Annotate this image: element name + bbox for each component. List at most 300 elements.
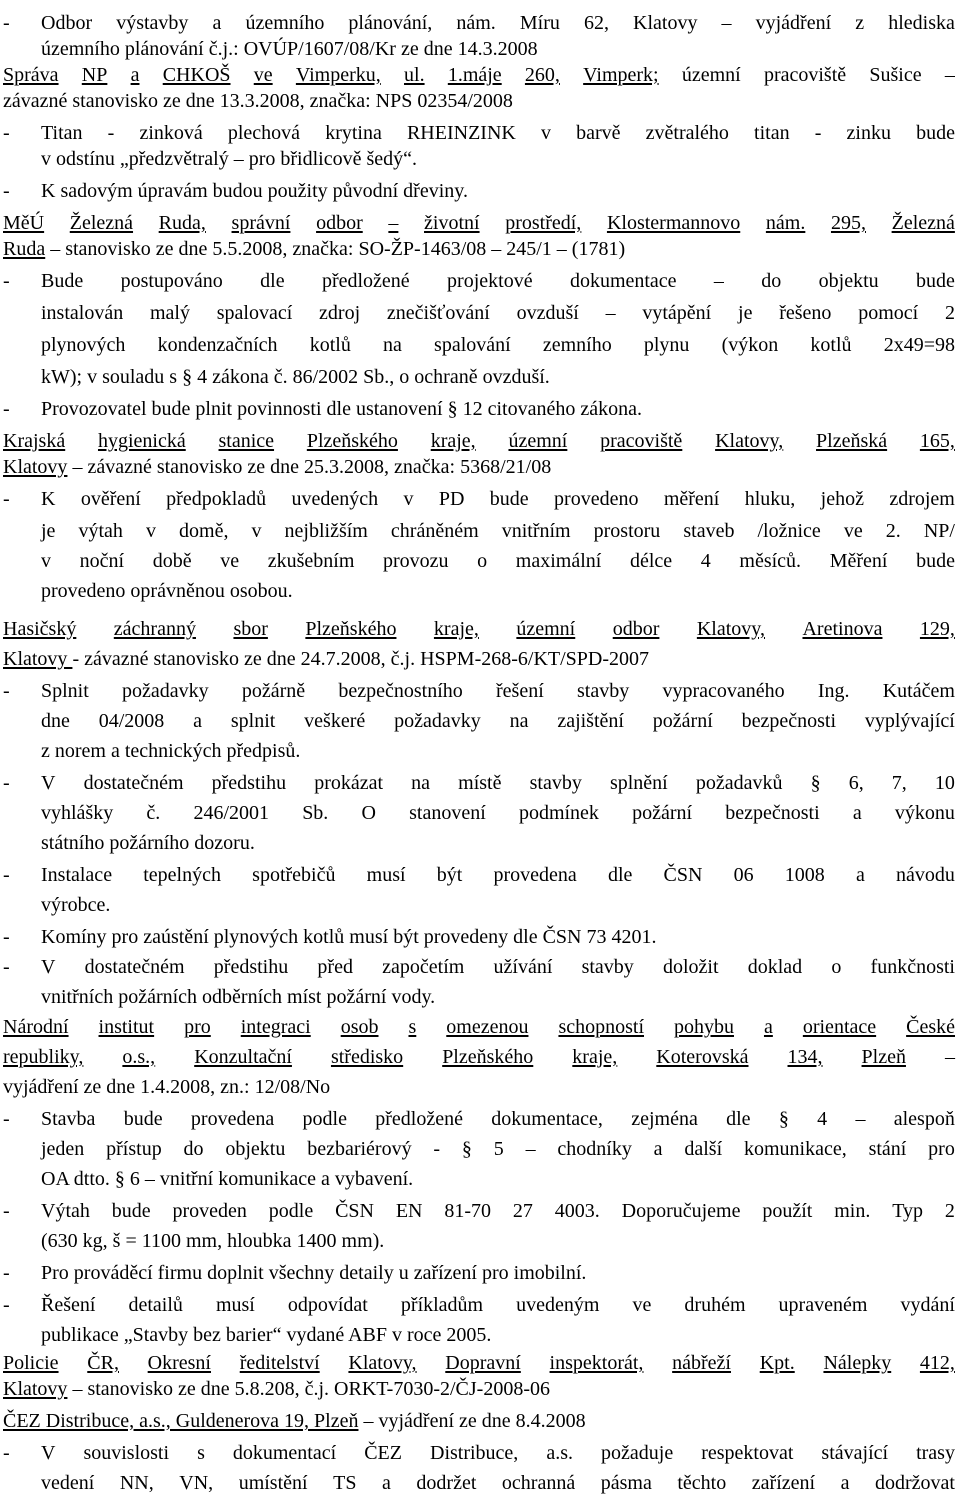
word: stávající [821, 1442, 889, 1464]
word: /ložnice [757, 520, 821, 542]
word: prostoru [593, 520, 661, 542]
word: VN, [179, 1472, 214, 1494]
word: proveden [172, 1200, 247, 1222]
word: Distribuce, [430, 1442, 519, 1464]
bullet-dash: - [3, 398, 10, 420]
word: dostatečném [83, 772, 184, 794]
word: územní [681, 64, 741, 86]
word: Odbor [41, 12, 93, 34]
document-line [41, 770, 955, 796]
word: ovzduší [516, 302, 579, 324]
document-line: územního plánování č.j.: OVÚP/1607/08/Kr ze dne 14.3.2008 [41, 38, 538, 60]
word: předstihu [213, 956, 289, 978]
word: § [810, 772, 821, 794]
word: Instalace [41, 864, 113, 886]
word: bude [123, 1108, 163, 1130]
word: nejbližším [284, 520, 368, 542]
document-line [41, 10, 955, 36]
word: spotřebičů [252, 864, 336, 886]
word: Klatovy, [696, 618, 765, 640]
word: tepelných [143, 864, 221, 886]
word: § [461, 1138, 472, 1160]
word: spalování [434, 334, 511, 356]
word: předstihu [211, 772, 287, 794]
bullet-dash: - [3, 680, 10, 702]
word: předpokladů [166, 488, 267, 510]
document-line [41, 518, 955, 544]
word: integraci [240, 1016, 311, 1038]
word: K [41, 488, 56, 510]
word: v [540, 122, 551, 144]
word: pro [928, 1138, 955, 1160]
word: Plzeň [861, 1046, 906, 1068]
document-line: z norem a technických předpisů. [41, 740, 301, 762]
word: Krajská [3, 430, 66, 452]
word: Konzultační [194, 1046, 292, 1068]
word: Měření [829, 550, 888, 572]
word: odpovídat [287, 1294, 368, 1316]
word: - [433, 1138, 441, 1160]
word: zařízení [751, 1472, 816, 1494]
word: 6, [848, 772, 864, 794]
word: na [411, 772, 431, 794]
word: EN [395, 1200, 423, 1222]
bullet-dash: - [3, 1262, 10, 1284]
word: spalovací [216, 302, 293, 324]
word: zdroj [319, 302, 361, 324]
word: zejména [631, 1108, 698, 1130]
word: s [408, 1016, 417, 1038]
bullet-dash: - [3, 488, 10, 510]
word: 295, [830, 212, 866, 234]
word: kraje, [430, 430, 476, 452]
word: podle [268, 1200, 314, 1222]
word: stavby [529, 772, 582, 794]
word: Správa [3, 64, 59, 86]
word: vytápění [642, 302, 712, 324]
word: souvislosti [83, 1442, 170, 1464]
word: maximální [515, 550, 602, 572]
bullet-dash: - [3, 926, 10, 948]
document-line [41, 1136, 955, 1162]
word: – [713, 270, 724, 292]
word: splnění [609, 772, 668, 794]
bullet-dash: - [3, 1442, 10, 1464]
document-line: provedeno oprávněnou osobou. [41, 580, 293, 602]
bullet-dash: - [3, 12, 10, 34]
document-line [3, 1014, 955, 1040]
word: alespoň [893, 1108, 955, 1130]
word: 81-70 [444, 1200, 492, 1222]
word: provedena [190, 1108, 275, 1130]
word: 1008 [784, 864, 825, 886]
word: instalován [41, 302, 124, 324]
word: Sušice [869, 64, 922, 86]
word: dle [260, 270, 285, 292]
document-line: kW); v souladu s § 4 zákona č. 86/2002 Sb., o ochraně ovzduší. [41, 366, 550, 388]
document-line [41, 268, 955, 294]
word: požadavky [122, 680, 209, 702]
word: vyhlášky [41, 802, 114, 824]
word: Ing. [817, 680, 850, 702]
word: 2 [944, 1200, 955, 1222]
word: a [855, 864, 865, 886]
word: a [840, 1472, 850, 1494]
word: ČR, [87, 1352, 119, 1374]
document-line: Provozovatel bude plnit povinnosti dle ustanovení § 12 citovaného zákona. [41, 398, 642, 420]
document-line: vyjádření ze dne 1.4.2008, zn.: 12/08/No [3, 1076, 331, 1098]
word: prostředí, [505, 212, 582, 234]
word: pracoviště [600, 430, 683, 452]
word: omezenou [446, 1016, 529, 1038]
word: řešeno [779, 302, 832, 324]
word: pásma [600, 1472, 652, 1494]
word: započetím [382, 956, 465, 978]
word: 246/2001 [193, 802, 270, 824]
bullet-dash: - [3, 864, 10, 886]
word: užívání [493, 956, 553, 978]
document-line [41, 708, 955, 734]
word: nám. [765, 212, 806, 234]
word: požární [652, 710, 713, 732]
document-line [41, 1470, 955, 1496]
document-line: ČEZ Distribuce, a.s., Guldenerova 19, Plzeň – vyjádření ze dne 8.4.2008 [3, 1410, 586, 1432]
word: Kpt. [759, 1352, 795, 1374]
word: – [721, 12, 732, 34]
word: pomocí [858, 302, 919, 324]
document-line [3, 428, 955, 454]
word: na [382, 334, 402, 356]
word: – [388, 212, 399, 234]
word: požadavků [695, 772, 783, 794]
word: Sb. [302, 802, 329, 824]
word: č. [146, 802, 161, 824]
word: kondenzačních [157, 334, 278, 356]
word: kraje, [572, 1046, 618, 1068]
word: jehož [820, 488, 864, 510]
word: ředitelství [239, 1352, 320, 1374]
word: - [814, 122, 822, 144]
word: dne [41, 710, 70, 732]
word: kotlů [810, 334, 852, 356]
word: a [193, 710, 203, 732]
word: 260, [524, 64, 560, 86]
word: vyplývající [864, 710, 955, 732]
word: 4 [817, 1108, 828, 1130]
word: s [197, 1442, 205, 1464]
word: funkčnosti [870, 956, 955, 978]
word: podmínek [518, 802, 599, 824]
word: TS [333, 1472, 357, 1494]
word: komunikace, [743, 1138, 847, 1160]
word: Ruda, [158, 212, 206, 234]
word: České [906, 1016, 955, 1038]
document-line [41, 678, 955, 704]
word: Klatovy, [715, 430, 784, 452]
word: 2 [944, 302, 955, 324]
bullet-dash: - [3, 956, 10, 978]
word: stání [868, 1138, 907, 1160]
word: musí [366, 864, 406, 886]
document-line [3, 62, 955, 88]
word: podle [302, 1108, 347, 1130]
bullet-dash: - [3, 1294, 10, 1316]
document-line [41, 548, 955, 574]
word: uvedených [291, 488, 379, 510]
word: dokumentace [569, 270, 677, 292]
word: Hasičský [3, 618, 77, 640]
word: Klatovy, [348, 1352, 417, 1374]
word: Klostermannovo [606, 212, 741, 234]
word: 10 [934, 772, 955, 794]
word: Vimperk; [583, 64, 659, 86]
word: bezpečnosti [741, 710, 837, 732]
word: době [152, 550, 192, 572]
word: – [605, 302, 616, 324]
word: v [251, 520, 262, 542]
word: staveb [683, 520, 735, 542]
word: MěÚ [3, 212, 45, 234]
word: 27 [512, 1200, 533, 1222]
word: osob [340, 1016, 379, 1038]
word: hlediska [888, 12, 955, 34]
document-line [3, 210, 955, 236]
word: objektu [225, 1138, 286, 1160]
word: splnit [230, 710, 276, 732]
word: Železná [891, 212, 955, 234]
word: dodržovat [875, 1472, 955, 1494]
word: Policie [3, 1352, 59, 1374]
word: trasy [916, 1442, 955, 1464]
word: pohybu [673, 1016, 734, 1038]
word: ve [843, 520, 863, 542]
word: NP/ [923, 520, 955, 542]
document-line: publikace „Stavby bez barier“ vydané ABF v roce 2005. [41, 1324, 492, 1346]
word: V [41, 1442, 56, 1464]
word: do [183, 1138, 204, 1160]
word: 1.máje [447, 64, 502, 86]
word: O [361, 802, 376, 824]
word: požadavky [394, 710, 481, 732]
word: 4003. [554, 1200, 600, 1222]
word: měření [663, 488, 720, 510]
word: Plzeňská [816, 430, 888, 452]
word: Kutáčem [882, 680, 955, 702]
word: dodržet [416, 1472, 477, 1494]
word: hluku, [744, 488, 796, 510]
word: plynu [643, 334, 690, 356]
word: bude [916, 550, 955, 572]
word: uvedeným [516, 1294, 600, 1316]
word: Výtah [41, 1200, 90, 1222]
word: zemního [542, 334, 612, 356]
word: bude [916, 270, 955, 292]
word: Koterovská [656, 1046, 749, 1068]
document-line [41, 486, 955, 512]
word: nábřeží [672, 1352, 731, 1374]
word: 2x49=98 [883, 334, 955, 356]
word: v [41, 550, 51, 572]
word: požárně [241, 680, 306, 702]
word: a [763, 1016, 773, 1038]
word: bezpečnosti [725, 802, 820, 824]
word: prokázat [314, 772, 384, 794]
word: požární [632, 802, 693, 824]
word: provedeno [554, 488, 639, 510]
word: je [41, 520, 56, 542]
word: Typ [892, 1200, 924, 1222]
word: vydání [900, 1294, 955, 1316]
document-line: Pro prováděcí firmu doplnit všechny detaily u zařízení pro imobilní. [41, 1262, 587, 1284]
word: požaduje [601, 1442, 674, 1464]
word: Splnit [41, 680, 89, 702]
word: zajištění [557, 710, 624, 732]
word: republiky, [3, 1046, 84, 1068]
word: místě [458, 772, 502, 794]
word: je [738, 302, 753, 324]
word: Klatovy [633, 12, 698, 34]
word: 129, [919, 618, 955, 640]
word: Okresní [147, 1352, 211, 1374]
word: správní [231, 212, 291, 234]
word: pracoviště [763, 64, 847, 86]
document-line: (630 kg, š = 1100 mm, hloubka 1400 mm). [41, 1230, 385, 1252]
word: výtah [78, 520, 123, 542]
word: Plzeňského [305, 618, 397, 640]
word: bezbariérový [307, 1138, 412, 1160]
word: středisko [330, 1046, 404, 1068]
word: orientace [802, 1016, 877, 1038]
word: RHEINZINK [406, 122, 516, 144]
word: stanovení [409, 802, 486, 824]
bullet-dash: - [3, 270, 10, 292]
document-line [3, 1044, 955, 1070]
word: § [778, 1108, 789, 1130]
word: provozu [383, 550, 449, 572]
document-line: Komíny pro zaústění plynových kotlů musí být provedeny dle ČSN 73 4201. [41, 926, 657, 948]
word: Národní [3, 1016, 69, 1038]
word: návodu [896, 864, 955, 886]
word: Titan [41, 122, 83, 144]
word: - [107, 122, 115, 144]
word: výstavby [116, 12, 189, 34]
word: ve [253, 64, 273, 86]
word: zvětralého [645, 122, 729, 144]
word: přístup [106, 1138, 162, 1160]
word: bude [916, 122, 955, 144]
word: doklad [747, 956, 803, 978]
document-line: v odstínu „předzvětralý – pro břidlicově šedý“. [41, 148, 417, 170]
word: ČSN [663, 864, 703, 886]
word: měsíců. [739, 550, 802, 572]
word: dle [607, 864, 633, 886]
word: veškeré [304, 710, 366, 732]
word: 4 [700, 550, 711, 572]
word: zinková [139, 122, 203, 144]
document-line [41, 1106, 955, 1132]
word: 04/2008 [98, 710, 165, 732]
word: o [477, 550, 488, 572]
word: předložené [375, 1108, 463, 1130]
word: o [831, 956, 842, 978]
word: bude [111, 1200, 151, 1222]
document-line: vnitřních požárních odběrních míst požární vody. [41, 986, 436, 1008]
word: provedena [493, 864, 577, 886]
word: 06 [733, 864, 754, 886]
word: délce [629, 550, 673, 572]
word: jeden [41, 1138, 85, 1160]
document-line [41, 800, 955, 826]
word: nám. [456, 12, 496, 34]
bullet-dash: - [3, 1108, 10, 1130]
word: další [684, 1138, 723, 1160]
document-line [41, 954, 955, 980]
word: Aretinova [802, 618, 883, 640]
word: malý [149, 302, 190, 324]
word: NN, [119, 1472, 154, 1494]
word: upraveném [778, 1294, 868, 1316]
word: krytina [325, 122, 382, 144]
word: vnitřním [501, 520, 571, 542]
word: 165, [919, 430, 955, 452]
document-line: Klatovy – závazné stanovisko ze dne 25.3.2008, značka: 5368/21/08 [3, 456, 552, 478]
word: Nálepky [823, 1352, 892, 1374]
word: 412, [919, 1352, 955, 1374]
word: (výkon [721, 334, 779, 356]
word: Stavba [41, 1108, 96, 1130]
word: – [855, 1108, 866, 1130]
word: o.s., [122, 1046, 156, 1068]
word: doložit [663, 956, 719, 978]
word: před [317, 956, 353, 978]
word: PD [438, 488, 465, 510]
word: do [761, 270, 782, 292]
word: titan [754, 122, 790, 144]
word: dle [726, 1108, 751, 1130]
document-line: výrobce. [41, 894, 111, 916]
word: dokumentace, [491, 1108, 603, 1130]
word: územní [508, 430, 568, 452]
word: chráněném [390, 520, 479, 542]
document-line [41, 1292, 955, 1318]
word: ul. [404, 64, 425, 86]
word: respektovat [701, 1442, 794, 1464]
document-line: závazné stanovisko ze dne 13.3.2008, značka: NPS 02354/2008 [3, 90, 513, 112]
word: na [509, 710, 529, 732]
word: plánování, [348, 12, 433, 34]
word: stavby [581, 956, 634, 978]
word: a.s. [546, 1442, 573, 1464]
word: Bude [41, 270, 84, 292]
word: musí [215, 1294, 255, 1316]
word: Míru [519, 12, 560, 34]
word: bezpečnostního [338, 680, 463, 702]
word: ČEZ [364, 1442, 402, 1464]
word: druhém [684, 1294, 746, 1316]
word: domě, [179, 520, 229, 542]
word: územního [245, 12, 325, 34]
word: NP [81, 64, 108, 86]
document-line [41, 1440, 955, 1466]
word: bude [489, 488, 529, 510]
word: a [212, 12, 222, 34]
word: sbor [233, 618, 268, 640]
word: zkušebním [267, 550, 355, 572]
document-line [41, 120, 955, 146]
word: z [855, 12, 865, 34]
word: ověření [80, 488, 141, 510]
word: pro [184, 1016, 211, 1038]
